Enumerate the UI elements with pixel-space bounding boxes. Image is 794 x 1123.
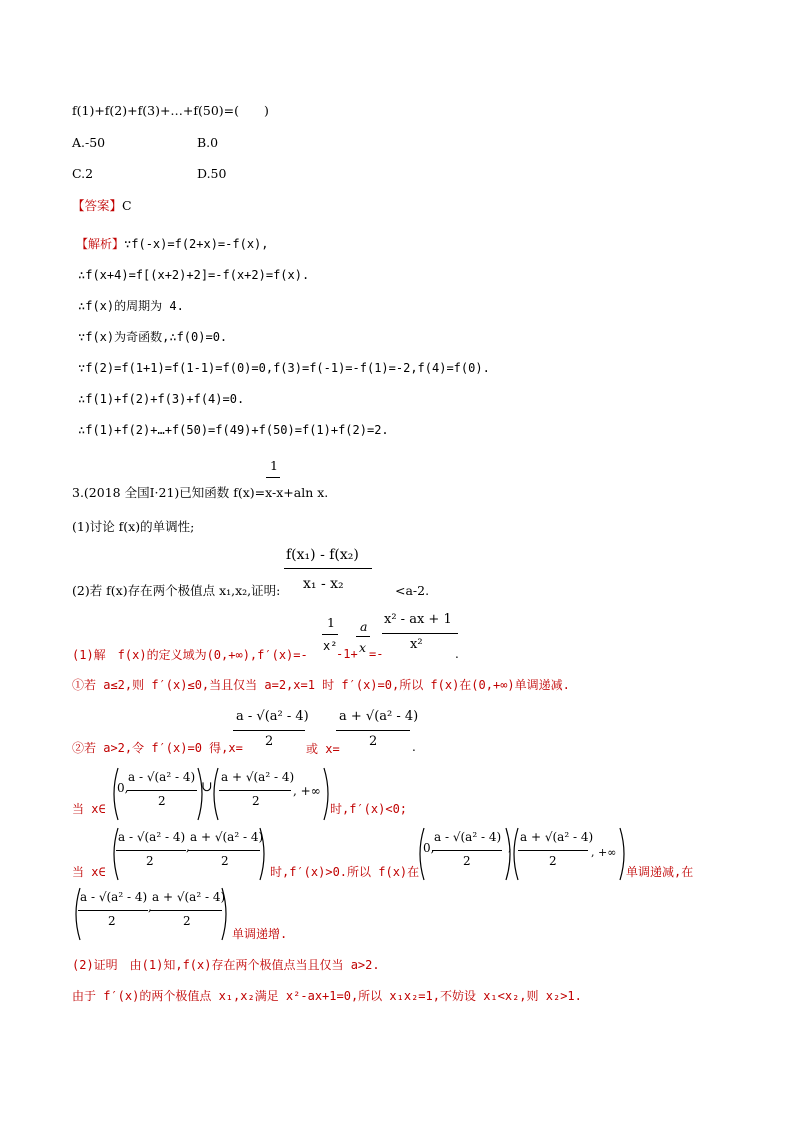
sol3-line5-head: 当 x∈ [72,865,106,879]
l4-root-plus-bar [219,790,291,791]
solution-line-2: ∴f(x+4)=f[(x+2)+2]=-f(x+2)=f(x). [78,268,310,282]
p3-part2-num: f(x₁) - f(x₂) [286,547,359,563]
l6-root-plus-den: 2 [183,914,191,928]
solution-line-7: ∴f(1)+f(2)+…+f(50)=f(49)+f(50)=f(1)+f(2)=2. [78,423,389,437]
p3-part2-tail: <a-2. [395,583,430,598]
sol3-line4-head: 当 x∈ [72,802,106,816]
solution-line-6: ∴f(1)+f(2)+f(3)+f(4)=0. [78,392,245,406]
l5-root-plus-num: a + √(a² - 4) [190,830,264,844]
root-minus-num-1: a - √(a² - 4) [236,709,309,724]
s3-f3-bar [382,633,458,634]
l4-root-minus-bar [127,790,197,791]
sol3-line8: 由于 f′(x)的两个极值点 x₁,x₂满足 x²-ax+1=0,所以 x₁x₂=1,不妨设 x₁<x₂,则 x₂>1. [72,989,582,1003]
l6-root-plus-num: a + √(a² - 4) [152,890,226,904]
sol3-line7: (2)证明 由(1)知,f(x)存在两个极值点当且仅当 a>2. [72,958,380,972]
root-minus-den-1: 2 [265,734,274,749]
l5-root-minus-num: a - √(a² - 4) [118,830,186,844]
sol3-line5-mid: 时,f′(x)>0.所以 f(x)在 [270,865,420,879]
sol3-line5-tail: 单调递减,在 [626,865,694,879]
option-d: D.50 [197,166,227,181]
solution-tag: 【解析】 [76,237,125,251]
s3-l1-period: . [455,647,459,661]
s3-l3-period: . [412,740,416,754]
l4-root-plus-den: 2 [252,794,260,808]
sol3-line4-tail: 时,f′(x)<0; [330,802,408,816]
l5b-root-plus-num: a + √(a² - 4) [520,830,594,844]
s3-mid: -1+ [336,647,358,661]
l5b-root-minus-bar [432,850,502,851]
problem2-expression: f(1)+f(2)+f(3)+…+f(50)=( ) [72,103,269,118]
l5b-root-plus-bar [518,850,588,851]
answer-value: C [122,198,132,213]
answer-line [72,198,132,214]
l4-zero: 0, [117,781,129,795]
l5-root-plus-den: 2 [221,854,229,868]
l5-root-minus-bar [116,850,186,851]
l4-inf: , +∞ [293,784,321,798]
option-c: C.2 [72,166,94,181]
l6-root-minus-den: 2 [108,914,116,928]
p3-frac-bar [266,477,280,478]
l5b-zero: 0, [423,841,435,855]
option-a: A.-50 [72,135,106,150]
sol3-line1: (1)解 f(x)的定义域为(0,+∞),f′(x)=- [72,648,308,662]
s3-f3-den: x² [410,637,423,652]
s3-eq: =- [369,647,384,661]
s3-f2-bar [356,636,370,637]
problem3-part1: (1)讨论 f(x)的单调性; [72,519,195,534]
l5b-comma: , [508,840,512,854]
l5-root-minus-den: 2 [146,854,154,868]
l6-root-minus-bar [78,910,148,911]
s3-f2-num: a [360,619,368,634]
s3-f1-bar [322,634,338,635]
p3-frac-den: x [265,485,273,500]
l4-root-minus-num: a - √(a² - 4) [128,770,196,784]
solution-line-1: 【解析】∵f(-x)=f(2+x)=-f(x), [76,237,269,251]
l6-comma: , [148,900,152,914]
s3-f1-num: 1 [327,615,335,630]
l4-union: ∪ [201,779,213,795]
solution-line-3: ∴f(x)的周期为 4. [78,299,184,313]
problem3-intro: 3.(2018 全国Ⅰ·21)已知函数 f(x)=x-x+aln x. [72,485,329,500]
l5b-root-minus-den: 2 [463,854,471,868]
option-b: B.0 [197,135,219,150]
root-plus-num-1: a + √(a² - 4) [339,709,419,724]
p3-part2-bar [284,568,372,569]
root-plus-den-1: 2 [369,734,378,749]
l5-root-plus-bar [188,850,260,851]
answer-tag: 【答案】 [72,198,123,213]
p3-part2-den: x₁ - x₂ [303,576,344,592]
l6-root-minus-num: a - √(a² - 4) [80,890,148,904]
sol3-line3-or: 或 x= [306,742,340,756]
l5b-inf: , +∞ [591,846,617,859]
solution-line-5: ∵f(2)=f(1+1)=f(1-1)=f(0)=0,f(3)=f(-1)=-f(1)=-2,f(4)=f(0). [78,361,490,375]
l6-root-plus-bar [150,910,222,911]
l4-root-plus-num: a + √(a² - 4) [221,770,295,784]
sol3-line3: ②若 a>2,令 f′(x)=0 得,x= [72,741,243,755]
p3-frac-num: 1 [270,458,278,473]
sol3-line6-tail: 单调递增. [232,927,288,941]
s3-f2-den: x [359,640,367,655]
root-plus-bar-1 [336,730,410,731]
l5b-root-minus-num: a - √(a² - 4) [434,830,502,844]
s3-f3-num: x² - ax + 1 [384,612,452,627]
l4-root-minus-den: 2 [158,794,166,808]
problem3-part2: (2)若 f(x)存在两个极值点 x₁,x₂,证明: [72,583,281,598]
solution-line-4: ∵f(x)为奇函数,∴f(0)=0. [78,330,228,344]
l5b-root-plus-den: 2 [549,854,557,868]
sol3-line2: ①若 a≤2,则 f′(x)≤0,当且仅当 a=2,x=1 时 f′(x)=0,所以 f(x)在(0,+∞)单调递减. [72,678,570,692]
root-minus-bar-1 [233,730,305,731]
l5-comma: , [186,840,190,854]
s3-f1-den: x² [323,639,338,653]
